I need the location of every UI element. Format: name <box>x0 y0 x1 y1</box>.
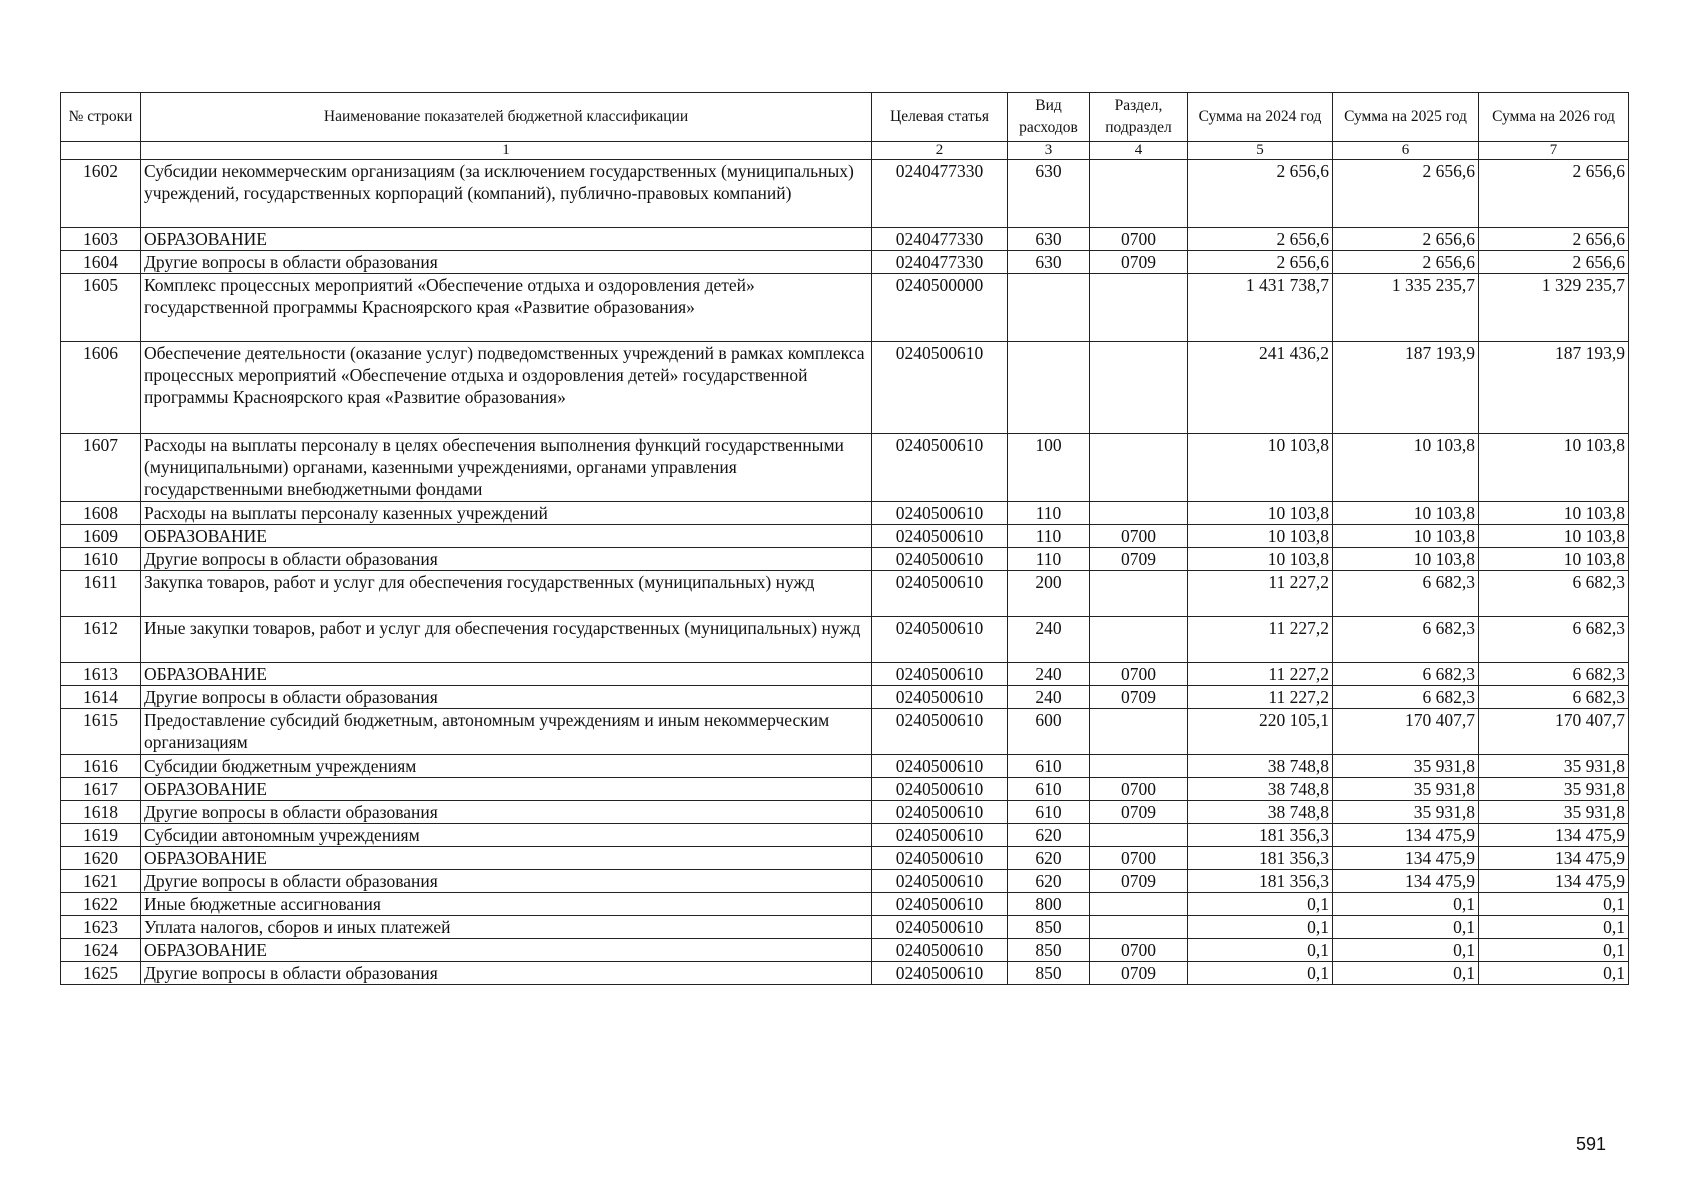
sum-2024-cell: 2 656,6 <box>1188 251 1333 274</box>
sum-2024-cell: 220 105,1 <box>1188 709 1333 755</box>
table-row <box>61 686 1629 709</box>
expense-type-cell: 240 <box>1008 663 1090 686</box>
row-number-cell: 1616 <box>61 755 141 778</box>
row-number-cell: 1625 <box>61 962 141 985</box>
sum-2025-cell: 1 335 235,7 <box>1333 274 1479 342</box>
sum-2026-cell: 35 931,8 <box>1479 801 1629 824</box>
indicator-name-cell: Субсидии бюджетным учреждениям <box>141 755 872 778</box>
expense-type-cell: 630 <box>1008 160 1090 228</box>
column-number: 5 <box>1188 142 1333 160</box>
sum-2024-cell: 11 227,2 <box>1188 571 1333 617</box>
table-row <box>61 824 1629 847</box>
sum-2026-cell: 187 193,9 <box>1479 342 1629 434</box>
target-article-cell: 0240500610 <box>872 525 1008 548</box>
expense-type-cell: 620 <box>1008 847 1090 870</box>
indicator-name-cell: ОБРАЗОВАНИЕ <box>141 663 872 686</box>
table-row <box>61 434 1629 502</box>
row-number-cell: 1604 <box>61 251 141 274</box>
section-cell <box>1090 709 1188 755</box>
table-row <box>61 962 1629 985</box>
section-cell <box>1090 160 1188 228</box>
section-cell: 0700 <box>1090 847 1188 870</box>
column-number: 4 <box>1090 142 1188 160</box>
sum-2024-cell: 0,1 <box>1188 962 1333 985</box>
table-row <box>61 525 1629 548</box>
target-article-cell: 0240500000 <box>872 274 1008 342</box>
section-cell <box>1090 502 1188 525</box>
sum-2026-cell: 1 329 235,7 <box>1479 274 1629 342</box>
sum-2024-cell: 0,1 <box>1188 939 1333 962</box>
header-target-article: Целевая статья <box>872 93 1008 142</box>
section-cell <box>1090 434 1188 502</box>
sum-2026-cell: 10 103,8 <box>1479 548 1629 571</box>
table-row <box>61 342 1629 434</box>
table-row <box>61 916 1629 939</box>
expense-type-cell: 610 <box>1008 778 1090 801</box>
sum-2026-cell: 0,1 <box>1479 916 1629 939</box>
column-number: 2 <box>872 142 1008 160</box>
row-number-cell: 1615 <box>61 709 141 755</box>
sum-2026-cell: 2 656,6 <box>1479 228 1629 251</box>
table-row <box>61 801 1629 824</box>
section-cell: 0700 <box>1090 663 1188 686</box>
sum-2025-cell: 0,1 <box>1333 962 1479 985</box>
section-cell <box>1090 916 1188 939</box>
row-number-cell: 1622 <box>61 893 141 916</box>
section-cell: 0709 <box>1090 251 1188 274</box>
sum-2024-cell: 10 103,8 <box>1188 525 1333 548</box>
indicator-name-cell: Комплекс процессных мероприятий «Обеспечение отдыха и оздоровления детей» государственной программы Красноярского края «Развитие образования» <box>141 274 872 342</box>
section-cell: 0709 <box>1090 686 1188 709</box>
target-article-cell: 0240500610 <box>872 755 1008 778</box>
indicator-name-cell: Расходы на выплаты персоналу казенных учреждений <box>141 502 872 525</box>
sum-2024-cell: 11 227,2 <box>1188 663 1333 686</box>
sum-2026-cell: 6 682,3 <box>1479 571 1629 617</box>
sum-2024-cell: 2 656,6 <box>1188 160 1333 228</box>
indicator-name-cell: Субсидии некоммерческим организациям (за исключением государственных (муниципальных) учреждений, государственных корпораций (компаний), публично-правовых компаний) <box>141 160 872 228</box>
sum-2024-cell: 38 748,8 <box>1188 755 1333 778</box>
table-row <box>61 709 1629 755</box>
column-number <box>61 142 141 160</box>
expense-type-cell: 850 <box>1008 962 1090 985</box>
indicator-name-cell: Иные закупки товаров, работ и услуг для обеспечения государственных (муниципальных) нужд <box>141 617 872 663</box>
sum-2026-cell: 6 682,3 <box>1479 686 1629 709</box>
sum-2024-cell: 0,1 <box>1188 916 1333 939</box>
sum-2025-cell: 134 475,9 <box>1333 847 1479 870</box>
row-number-cell: 1602 <box>61 160 141 228</box>
row-number-cell: 1621 <box>61 870 141 893</box>
row-number-cell: 1610 <box>61 548 141 571</box>
indicator-name-cell: Закупка товаров, работ и услуг для обеспечения государственных (муниципальных) нужд <box>141 571 872 617</box>
section-cell: 0700 <box>1090 939 1188 962</box>
sum-2026-cell: 6 682,3 <box>1479 663 1629 686</box>
expense-type-cell: 200 <box>1008 571 1090 617</box>
target-article-cell: 0240500610 <box>872 916 1008 939</box>
section-cell: 0709 <box>1090 962 1188 985</box>
column-number: 3 <box>1008 142 1090 160</box>
sum-2026-cell: 2 656,6 <box>1479 251 1629 274</box>
sum-2024-cell: 241 436,2 <box>1188 342 1333 434</box>
sum-2026-cell: 170 407,7 <box>1479 709 1629 755</box>
table-row <box>61 228 1629 251</box>
header-sum-2024: Сумма на 2024 год <box>1188 93 1333 142</box>
expense-type-cell: 240 <box>1008 686 1090 709</box>
row-number-cell: 1624 <box>61 939 141 962</box>
expense-type-cell: 610 <box>1008 801 1090 824</box>
section-cell: 0709 <box>1090 548 1188 571</box>
expense-type-cell: 850 <box>1008 939 1090 962</box>
table-row <box>61 274 1629 342</box>
indicator-name-cell: Обеспечение деятельности (оказание услуг) подведомственных учреждений в рамках комплекса процессных мероприятий «Обеспечение отдыха и оздоровления детей» государственной программы Красноярского края «Развитие образования» <box>141 342 872 434</box>
sum-2025-cell: 134 475,9 <box>1333 870 1479 893</box>
target-article-cell: 0240500610 <box>872 939 1008 962</box>
table-row <box>61 893 1629 916</box>
target-article-cell: 0240500610 <box>872 778 1008 801</box>
sum-2025-cell: 10 103,8 <box>1333 434 1479 502</box>
target-article-cell: 0240500610 <box>872 686 1008 709</box>
indicator-name-cell: Другие вопросы в области образования <box>141 870 872 893</box>
sum-2025-cell: 6 682,3 <box>1333 663 1479 686</box>
header-sum-2026: Сумма на 2026 год <box>1479 93 1629 142</box>
sum-2026-cell: 2 656,6 <box>1479 160 1629 228</box>
indicator-name-cell: ОБРАЗОВАНИЕ <box>141 939 872 962</box>
expense-type-cell: 110 <box>1008 502 1090 525</box>
target-article-cell: 0240500610 <box>872 663 1008 686</box>
sum-2024-cell: 0,1 <box>1188 893 1333 916</box>
page-number: 591 <box>1576 1134 1607 1154</box>
sum-2026-cell: 10 103,8 <box>1479 502 1629 525</box>
section-cell: 0700 <box>1090 778 1188 801</box>
table-row <box>61 755 1629 778</box>
indicator-name-cell: Субсидии автономным учреждениям <box>141 824 872 847</box>
indicator-name-cell: Уплата налогов, сборов и иных платежей <box>141 916 872 939</box>
row-number-cell: 1617 <box>61 778 141 801</box>
table-row <box>61 939 1629 962</box>
target-article-cell: 0240500610 <box>872 824 1008 847</box>
sum-2026-cell: 134 475,9 <box>1479 824 1629 847</box>
row-number-cell: 1607 <box>61 434 141 502</box>
section-cell <box>1090 342 1188 434</box>
sum-2024-cell: 38 748,8 <box>1188 801 1333 824</box>
indicator-name-cell: Другие вопросы в области образования <box>141 686 872 709</box>
target-article-cell: 0240477330 <box>872 160 1008 228</box>
indicator-name-cell: Иные бюджетные ассигнования <box>141 893 872 916</box>
header-section: Раздел, подраздел <box>1090 93 1188 142</box>
target-article-cell: 0240500610 <box>872 342 1008 434</box>
table-row <box>61 160 1629 228</box>
sum-2024-cell: 2 656,6 <box>1188 228 1333 251</box>
column-number: 1 <box>141 142 872 160</box>
section-cell <box>1090 571 1188 617</box>
section-cell: 0709 <box>1090 801 1188 824</box>
column-number: 7 <box>1479 142 1629 160</box>
table-row <box>61 778 1629 801</box>
expense-type-cell: 110 <box>1008 548 1090 571</box>
sum-2024-cell: 181 356,3 <box>1188 870 1333 893</box>
sum-2025-cell: 0,1 <box>1333 893 1479 916</box>
target-article-cell: 0240500610 <box>872 893 1008 916</box>
row-number-cell: 1620 <box>61 847 141 870</box>
sum-2026-cell: 10 103,8 <box>1479 434 1629 502</box>
row-number-cell: 1608 <box>61 502 141 525</box>
sum-2024-cell: 10 103,8 <box>1188 434 1333 502</box>
indicator-name-cell: ОБРАЗОВАНИЕ <box>141 847 872 870</box>
row-number-cell: 1618 <box>61 801 141 824</box>
table-row <box>61 870 1629 893</box>
expense-type-cell: 800 <box>1008 893 1090 916</box>
row-number-cell: 1606 <box>61 342 141 434</box>
table-body <box>61 160 1629 985</box>
sum-2026-cell: 0,1 <box>1479 962 1629 985</box>
target-article-cell: 0240500610 <box>872 548 1008 571</box>
sum-2024-cell: 11 227,2 <box>1188 617 1333 663</box>
table-row <box>61 617 1629 663</box>
sum-2026-cell: 35 931,8 <box>1479 778 1629 801</box>
section-cell: 0709 <box>1090 870 1188 893</box>
table-row <box>61 548 1629 571</box>
expense-type-cell: 630 <box>1008 228 1090 251</box>
expense-type-cell <box>1008 274 1090 342</box>
sum-2025-cell: 2 656,6 <box>1333 160 1479 228</box>
sum-2026-cell: 10 103,8 <box>1479 525 1629 548</box>
indicator-name-cell: ОБРАЗОВАНИЕ <box>141 778 872 801</box>
sum-2025-cell: 2 656,6 <box>1333 251 1479 274</box>
sum-2026-cell: 35 931,8 <box>1479 755 1629 778</box>
expense-type-cell <box>1008 342 1090 434</box>
target-article-cell: 0240477330 <box>872 228 1008 251</box>
sum-2025-cell: 0,1 <box>1333 916 1479 939</box>
sum-2026-cell: 0,1 <box>1479 939 1629 962</box>
sum-2026-cell: 134 475,9 <box>1479 870 1629 893</box>
target-article-cell: 0240500610 <box>872 434 1008 502</box>
expense-type-cell: 110 <box>1008 525 1090 548</box>
sum-2025-cell: 10 103,8 <box>1333 502 1479 525</box>
header-row-number: № строки <box>61 93 141 142</box>
indicator-name-cell: Другие вопросы в области образования <box>141 801 872 824</box>
expense-type-cell: 610 <box>1008 755 1090 778</box>
column-numbers-row <box>61 142 1629 160</box>
sum-2025-cell: 35 931,8 <box>1333 755 1479 778</box>
expense-type-cell: 100 <box>1008 434 1090 502</box>
sum-2024-cell: 10 103,8 <box>1188 548 1333 571</box>
row-number-cell: 1611 <box>61 571 141 617</box>
table-row <box>61 571 1629 617</box>
target-article-cell: 0240500610 <box>872 617 1008 663</box>
row-number-cell: 1612 <box>61 617 141 663</box>
expense-type-cell: 630 <box>1008 251 1090 274</box>
sum-2024-cell: 38 748,8 <box>1188 778 1333 801</box>
target-article-cell: 0240500610 <box>872 870 1008 893</box>
row-number-cell: 1614 <box>61 686 141 709</box>
sum-2025-cell: 6 682,3 <box>1333 571 1479 617</box>
target-article-cell: 0240500610 <box>872 962 1008 985</box>
sum-2024-cell: 11 227,2 <box>1188 686 1333 709</box>
expense-type-cell: 850 <box>1008 916 1090 939</box>
expense-type-cell: 620 <box>1008 824 1090 847</box>
row-number-cell: 1609 <box>61 525 141 548</box>
sum-2024-cell: 1 431 738,7 <box>1188 274 1333 342</box>
sum-2025-cell: 170 407,7 <box>1333 709 1479 755</box>
column-number: 6 <box>1333 142 1479 160</box>
sum-2025-cell: 6 682,3 <box>1333 686 1479 709</box>
sum-2025-cell: 35 931,8 <box>1333 801 1479 824</box>
row-number-cell: 1623 <box>61 916 141 939</box>
expense-type-cell: 620 <box>1008 870 1090 893</box>
sum-2026-cell: 0,1 <box>1479 893 1629 916</box>
header-sum-2025: Сумма на 2025 год <box>1333 93 1479 142</box>
target-article-cell: 0240477330 <box>872 251 1008 274</box>
sum-2025-cell: 10 103,8 <box>1333 548 1479 571</box>
expense-type-cell: 240 <box>1008 617 1090 663</box>
sum-2025-cell: 0,1 <box>1333 939 1479 962</box>
document-page <box>60 92 1628 985</box>
sum-2025-cell: 10 103,8 <box>1333 525 1479 548</box>
indicator-name-cell: Расходы на выплаты персоналу в целях обеспечения выполнения функций государственными (муниципальными) органами, казенными учреждениями, органами управления государственными внебюджетными фондами <box>141 434 872 502</box>
section-cell: 0700 <box>1090 228 1188 251</box>
sum-2024-cell: 10 103,8 <box>1188 502 1333 525</box>
table-row <box>61 502 1629 525</box>
table-header-row <box>61 93 1629 142</box>
indicator-name-cell: Другие вопросы в области образования <box>141 962 872 985</box>
table-row <box>61 251 1629 274</box>
section-cell: 0700 <box>1090 525 1188 548</box>
target-article-cell: 0240500610 <box>872 847 1008 870</box>
section-cell <box>1090 824 1188 847</box>
budget-table <box>60 92 1629 985</box>
target-article-cell: 0240500610 <box>872 502 1008 525</box>
sum-2025-cell: 35 931,8 <box>1333 778 1479 801</box>
sum-2026-cell: 6 682,3 <box>1479 617 1629 663</box>
indicator-name-cell: Предоставление субсидий бюджетным, автономным учреждениям и иным некоммерческим организациям <box>141 709 872 755</box>
table-row <box>61 663 1629 686</box>
indicator-name-cell: ОБРАЗОВАНИЕ <box>141 228 872 251</box>
expense-type-cell: 600 <box>1008 709 1090 755</box>
row-number-cell: 1603 <box>61 228 141 251</box>
section-cell <box>1090 274 1188 342</box>
target-article-cell: 0240500610 <box>872 801 1008 824</box>
sum-2025-cell: 2 656,6 <box>1333 228 1479 251</box>
row-number-cell: 1605 <box>61 274 141 342</box>
table-row <box>61 847 1629 870</box>
sum-2025-cell: 6 682,3 <box>1333 617 1479 663</box>
target-article-cell: 0240500610 <box>872 709 1008 755</box>
header-name: Наименование показателей бюджетной классификации <box>141 93 872 142</box>
indicator-name-cell: ОБРАЗОВАНИЕ <box>141 525 872 548</box>
section-cell <box>1090 755 1188 778</box>
sum-2024-cell: 181 356,3 <box>1188 847 1333 870</box>
indicator-name-cell: Другие вопросы в области образования <box>141 251 872 274</box>
sum-2025-cell: 134 475,9 <box>1333 824 1479 847</box>
header-expense-type: Вид расходов <box>1008 93 1090 142</box>
row-number-cell: 1613 <box>61 663 141 686</box>
target-article-cell: 0240500610 <box>872 571 1008 617</box>
section-cell <box>1090 893 1188 916</box>
section-cell <box>1090 617 1188 663</box>
sum-2025-cell: 187 193,9 <box>1333 342 1479 434</box>
sum-2026-cell: 134 475,9 <box>1479 847 1629 870</box>
indicator-name-cell: Другие вопросы в области образования <box>141 548 872 571</box>
row-number-cell: 1619 <box>61 824 141 847</box>
sum-2024-cell: 181 356,3 <box>1188 824 1333 847</box>
